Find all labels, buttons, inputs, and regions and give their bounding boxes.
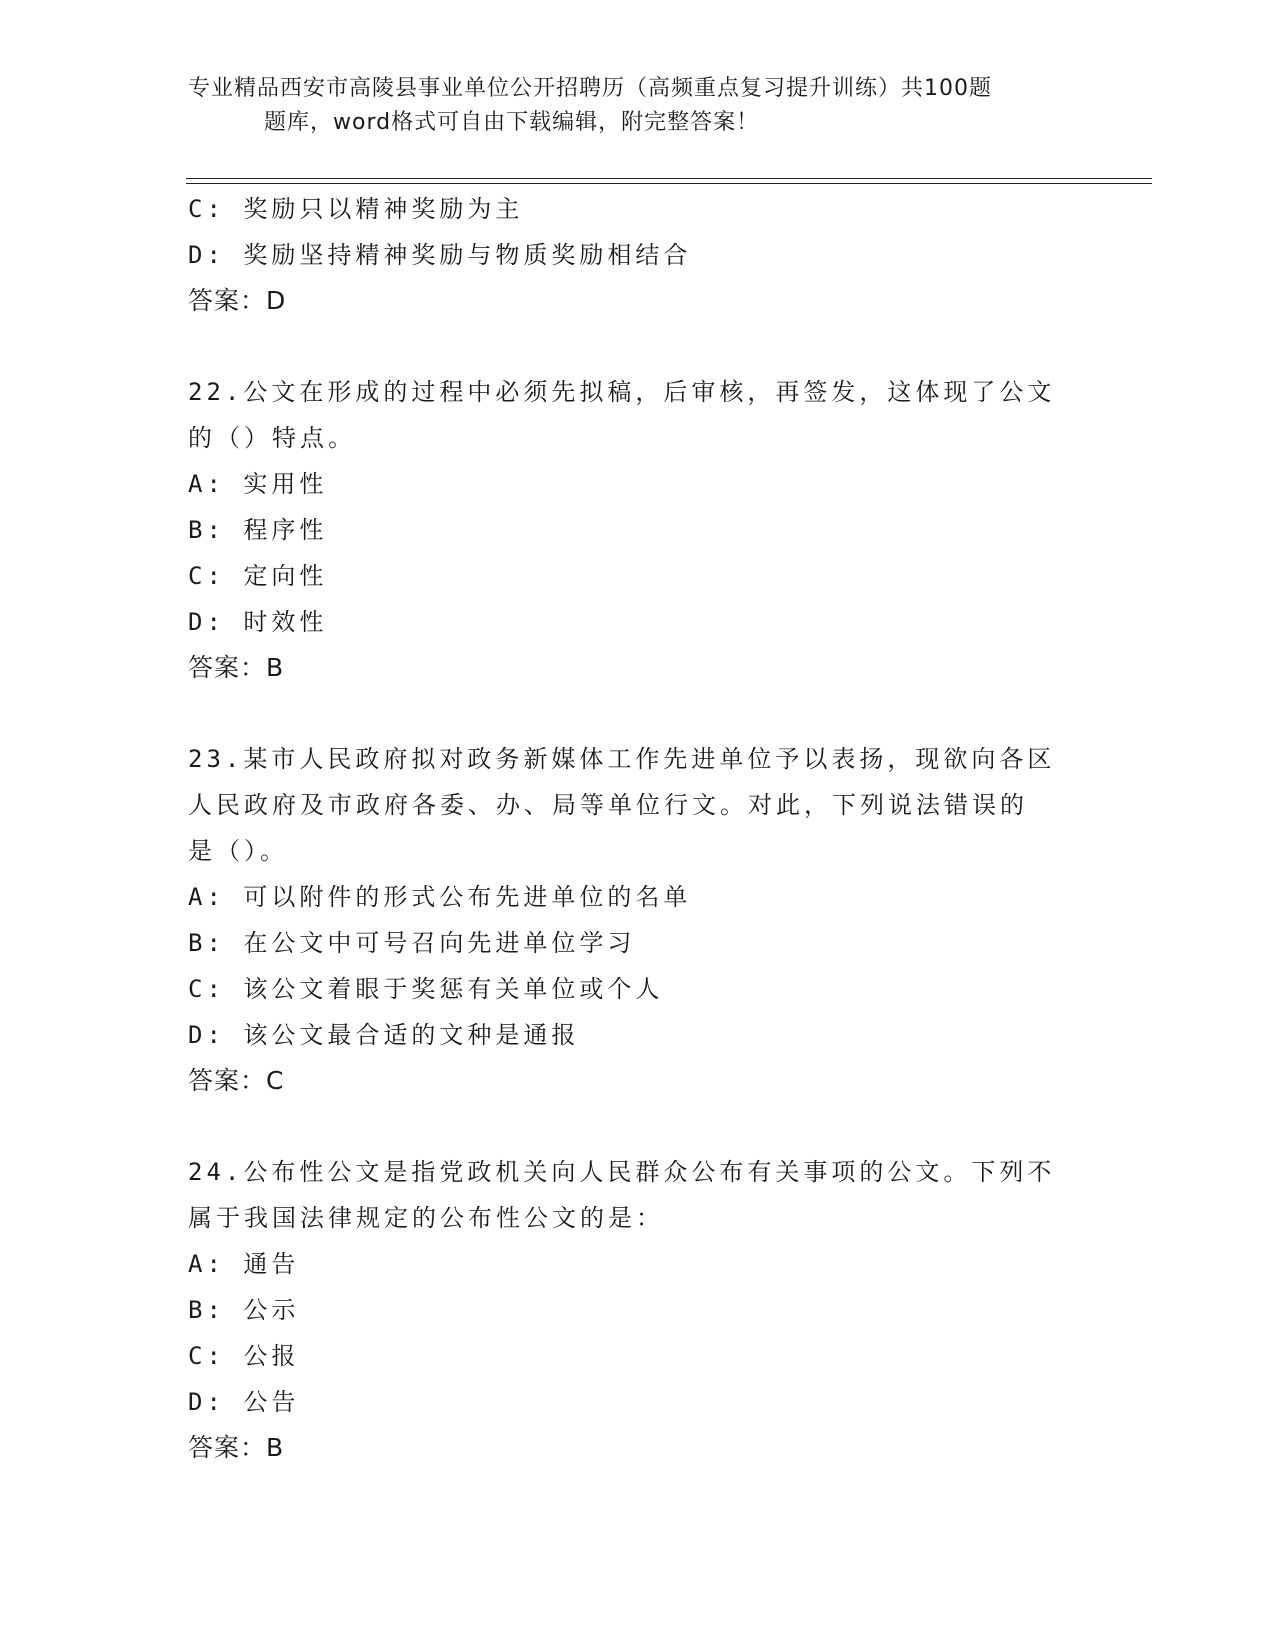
option-c: C: 公报 — [188, 1342, 300, 1370]
option-a: A: 通告 — [188, 1250, 300, 1278]
option-d: D: 公告 — [188, 1388, 300, 1416]
option-d: D: 奖励坚持精神奖励与物质奖励相结合 — [188, 241, 692, 269]
option-d: D: 时效性 — [188, 608, 328, 636]
answer-line: 答案：B — [188, 653, 285, 682]
option-d: D: 该公文最合适的文种是通报 — [188, 1021, 580, 1049]
document-header — [188, 72, 1088, 140]
question-list — [188, 186, 1088, 1471]
option-c: C: 奖励只以精神奖励为主 — [188, 195, 524, 223]
question-stem-line: 属于我国法律规定的公布性公文的是： — [188, 1204, 664, 1232]
header-divider-bottom — [186, 183, 1152, 184]
question-prev — [188, 186, 1088, 324]
question-stem-line: 23.某市人民政府拟对政务新媒体工作先进单位予以表扬，现欲向各区 — [188, 745, 1056, 773]
question-22 — [188, 369, 1088, 691]
question-stem-line: 的（）特点。 — [188, 424, 356, 452]
question-stem-line: 22.公文在形成的过程中必须先拟稿，后审核，再签发，这体现了公文 — [188, 378, 1056, 406]
question-stem-line: 24.公布性公文是指党政机关向人民群众公布有关事项的公文。下列不 — [188, 1158, 1056, 1186]
question-23 — [188, 736, 1088, 1104]
option-a: A: 实用性 — [188, 470, 328, 498]
question-stem-line: 人民政府及市政府各委、办、局等单位行文。对此，下列说法错误的 — [188, 791, 1028, 819]
option-b: B: 程序性 — [188, 516, 328, 544]
option-c: C: 该公文着眼于奖惩有关单位或个人 — [188, 975, 664, 1003]
header-title-line-1: 专业精品西安市高陵县事业单位公开招聘历（高频重点复习提升训练）共100题 — [188, 76, 992, 101]
option-b: B: 公示 — [188, 1296, 300, 1324]
answer-line: 答案：D — [188, 286, 287, 315]
option-c: C: 定向性 — [188, 562, 328, 590]
option-a: A: 可以附件的形式公布先进单位的名单 — [188, 883, 692, 911]
question-stem-line: 是（）。 — [188, 837, 288, 865]
answer-line: 答案：B — [188, 1433, 285, 1462]
option-b: B: 在公文中可号召向先进单位学习 — [188, 929, 636, 957]
answer-line: 答案：C — [188, 1066, 285, 1095]
question-24 — [188, 1149, 1088, 1471]
header-divider-top — [186, 178, 1152, 179]
header-title-line-2: 题库，word格式可自由下载编辑，附完整答案！ — [264, 110, 760, 135]
